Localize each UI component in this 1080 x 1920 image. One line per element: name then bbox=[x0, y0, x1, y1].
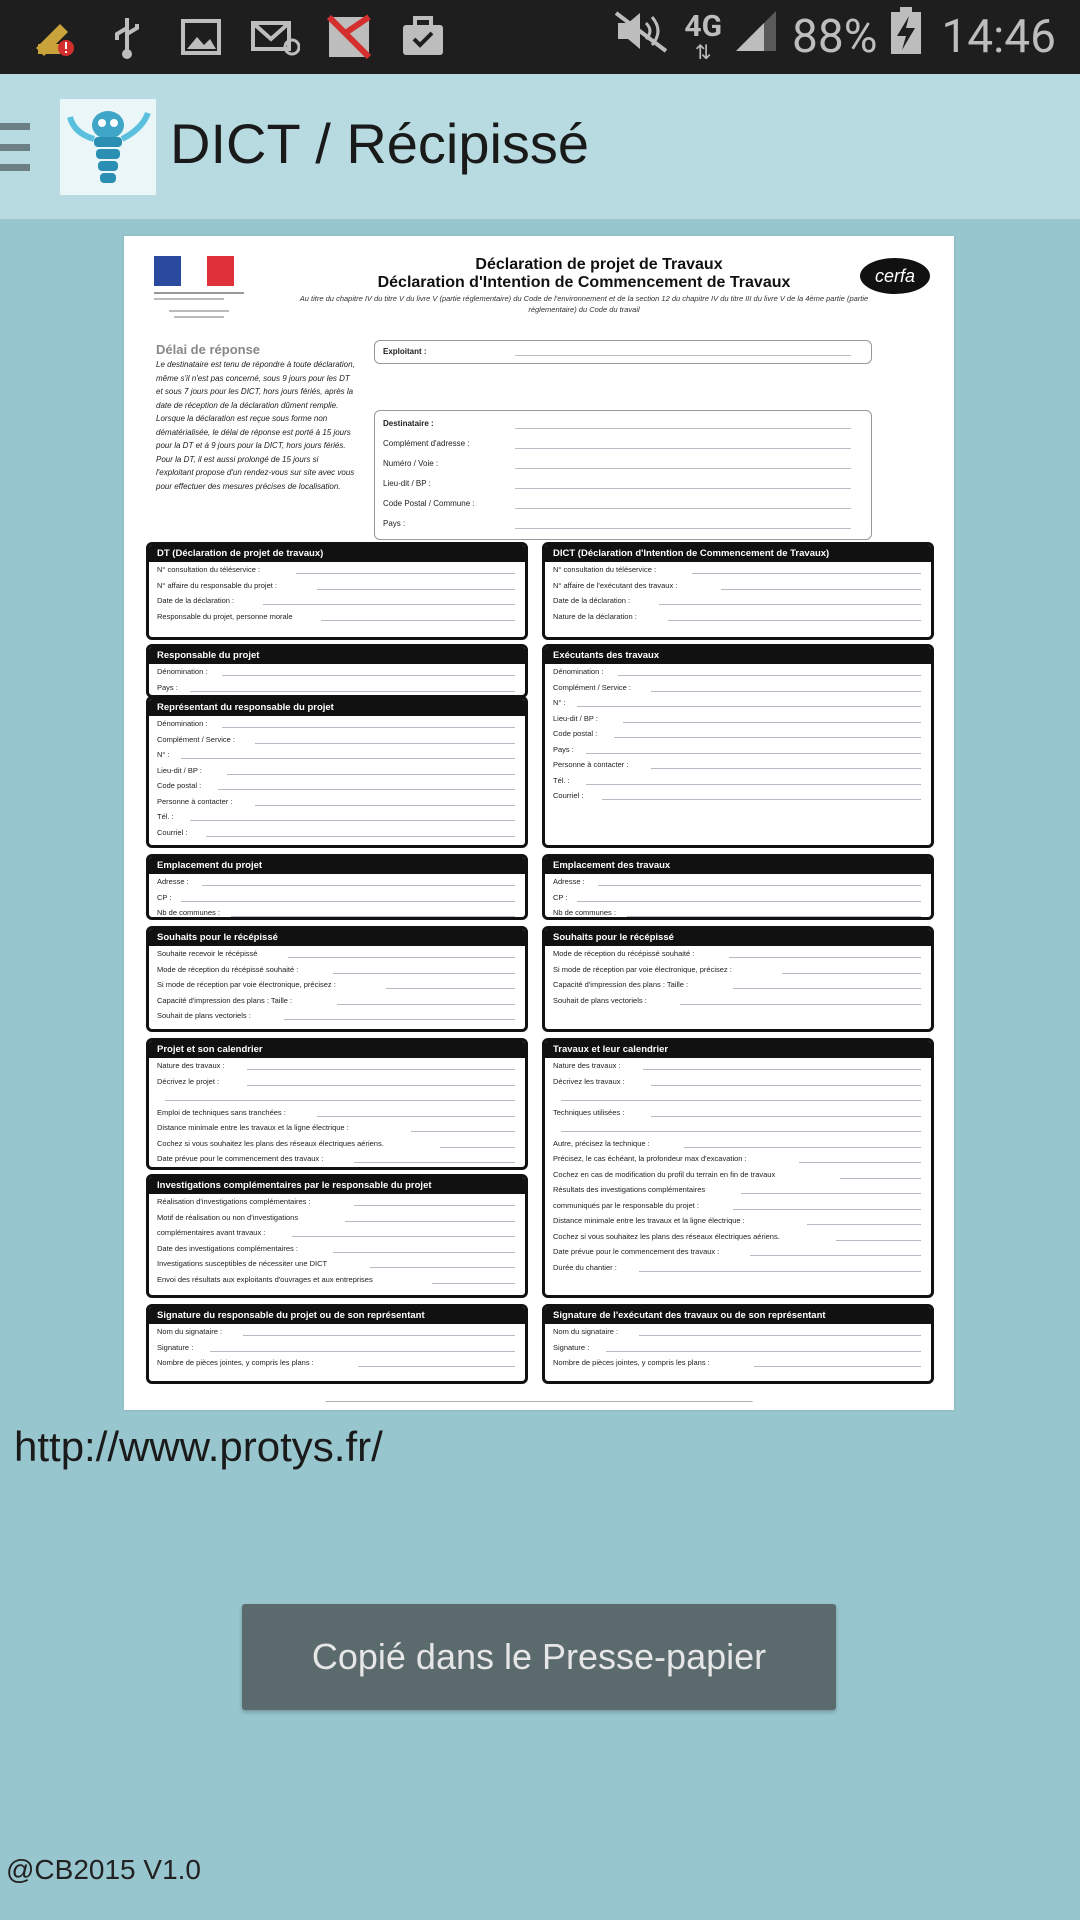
form-row-line bbox=[337, 1004, 515, 1005]
form-row-line bbox=[358, 1366, 515, 1367]
exploitant-label: Exploitant : bbox=[383, 347, 427, 356]
form-row-line bbox=[165, 1100, 515, 1101]
form-row-line bbox=[754, 1366, 921, 1367]
form-row bbox=[545, 1089, 931, 1105]
form-row-label: Distance minimale entre les travaux et la ligne électrique : bbox=[553, 1216, 745, 1225]
form-row-label: Nature des travaux : bbox=[553, 1061, 621, 1070]
exploitant-box bbox=[374, 340, 872, 364]
form-row-label: Adresse : bbox=[553, 877, 585, 886]
form-row bbox=[149, 1241, 525, 1257]
cerfa-logo: cerfa bbox=[860, 258, 930, 294]
section-emplacement-travaux bbox=[542, 854, 934, 920]
form-row-label: Cochez en cas de modification du profil du terrain en fin de travaux bbox=[553, 1169, 776, 1179]
form-row-label: Nature de la déclaration : bbox=[553, 611, 637, 621]
form-row bbox=[545, 1074, 931, 1090]
form-row bbox=[545, 711, 931, 727]
section-souhaits-right bbox=[542, 926, 934, 1032]
form-row-line bbox=[627, 916, 921, 917]
destinataire-field-line bbox=[515, 448, 851, 449]
app-bar bbox=[0, 74, 1080, 219]
form-row-label: Nom du signataire : bbox=[157, 1327, 223, 1336]
form-row bbox=[149, 1074, 525, 1090]
form-row-line bbox=[614, 737, 921, 738]
section-responsable bbox=[146, 644, 528, 698]
form-row-label: Date des investigations complémentaires : bbox=[157, 1243, 298, 1253]
form-row-label: Date prévue pour le commencement des travaux : bbox=[157, 1154, 324, 1163]
form-row bbox=[149, 716, 525, 732]
section-header: Représentant du responsable du projet bbox=[149, 699, 525, 716]
form-row-line bbox=[836, 1240, 921, 1241]
version-label: @CB2015 V1.0 bbox=[6, 1854, 201, 1885]
form-row bbox=[545, 1167, 931, 1183]
form-row bbox=[545, 726, 931, 742]
form-row-label: Signature : bbox=[157, 1342, 194, 1352]
app-icon bbox=[324, 14, 374, 60]
menu-icon[interactable] bbox=[0, 123, 30, 171]
form-row-label: Si mode de réception par voie électronique, précisez : bbox=[157, 980, 336, 989]
form-row-line bbox=[651, 691, 921, 692]
form-row-line bbox=[354, 1162, 515, 1163]
form-row-label: Lieu-dit / BP : bbox=[157, 765, 202, 775]
form-row bbox=[545, 593, 931, 609]
form-row-label: Capacité d'impression des plans : Taille : bbox=[553, 980, 689, 989]
destinataire-field-label: Pays : bbox=[383, 519, 406, 528]
form-row-label: Date de la déclaration : bbox=[553, 596, 631, 605]
section-header: Projet et son calendrier bbox=[149, 1041, 525, 1058]
form-row-label: CP : bbox=[553, 892, 568, 902]
form-row-line bbox=[733, 988, 921, 989]
form-row bbox=[149, 1194, 525, 1210]
form-row-label: Capacité d'impression des plans : Taille : bbox=[157, 995, 293, 1005]
data-arrows-icon: ⇅ bbox=[694, 40, 712, 64]
section-header: Travaux et leur calendrier bbox=[545, 1041, 931, 1058]
form-row-label: Code postal : bbox=[157, 781, 202, 790]
form-row-label: Souhait de plans vectoriels : bbox=[553, 995, 647, 1005]
section-dt bbox=[146, 542, 528, 640]
form-row-label: Motif de réalisation ou non d'investigations bbox=[157, 1212, 299, 1222]
destinataire-field-label: Complément d'adresse : bbox=[383, 439, 470, 448]
form-row-label: Autre, précisez la technique : bbox=[553, 1138, 650, 1148]
form-row bbox=[545, 609, 931, 625]
form-row-line bbox=[317, 1116, 515, 1117]
form-row-label: Dénomination : bbox=[157, 719, 208, 728]
form-row-line bbox=[411, 1131, 515, 1132]
section-signature-right bbox=[542, 1304, 934, 1384]
form-row-label: Responsable du projet, personne morale bbox=[157, 611, 293, 621]
network-type: 4G bbox=[684, 9, 723, 44]
form-row bbox=[149, 1151, 525, 1167]
form-row-label: Distance minimale entre les travaux et la ligne électrique : bbox=[157, 1123, 349, 1132]
form-row bbox=[545, 993, 931, 1009]
battery-charging-icon bbox=[889, 6, 923, 68]
form-row-line bbox=[618, 675, 921, 676]
form-row bbox=[149, 794, 525, 810]
destinataire-field-line bbox=[515, 428, 851, 429]
form-row-label: Pays : bbox=[553, 744, 574, 754]
section-header: Exécutants des travaux bbox=[545, 647, 931, 664]
ministry-label bbox=[154, 292, 244, 336]
form-row bbox=[545, 962, 931, 978]
form-row bbox=[149, 747, 525, 763]
form-row-line bbox=[222, 675, 515, 676]
form-row bbox=[545, 562, 931, 578]
destinataire-field-line bbox=[515, 488, 851, 489]
cleaner-icon bbox=[28, 14, 78, 60]
form-row bbox=[545, 1120, 931, 1136]
form-row-line bbox=[659, 604, 921, 605]
form-row-line bbox=[651, 1116, 921, 1117]
form-row-label: communiqués par le responsable du projet : bbox=[553, 1200, 699, 1210]
form-row-label: Lieu-dit / BP : bbox=[553, 713, 598, 723]
form-row-label: N° : bbox=[157, 750, 170, 759]
form-row-line bbox=[181, 901, 515, 902]
form-row-label: Dénomination : bbox=[157, 667, 208, 676]
form-row bbox=[545, 977, 931, 993]
form-row bbox=[149, 1272, 525, 1288]
form-row bbox=[149, 680, 525, 696]
form-row-line bbox=[345, 1221, 515, 1222]
form-row-line bbox=[333, 973, 515, 974]
form-row-line bbox=[202, 885, 515, 886]
form-row bbox=[545, 1105, 931, 1121]
destinataire-field-label: Destinataire : bbox=[383, 419, 434, 428]
form-row-label: Emploi de techniques sans tranchées : bbox=[157, 1107, 286, 1117]
section-header: Souhaits pour le récépissé bbox=[545, 929, 931, 946]
form-row bbox=[149, 1324, 525, 1340]
form-row-line bbox=[643, 1069, 921, 1070]
destinataire-field-line bbox=[515, 508, 851, 509]
form-row bbox=[149, 1136, 525, 1152]
section-header: Signature du responsable du projet ou de son représentant bbox=[149, 1307, 525, 1324]
form-row bbox=[149, 1225, 525, 1241]
form-row-label: Tél. : bbox=[157, 812, 174, 821]
form-row bbox=[545, 1340, 931, 1356]
form-row bbox=[545, 680, 931, 696]
form-row bbox=[149, 1008, 525, 1024]
form-row bbox=[149, 763, 525, 779]
form-row-label: Courriel : bbox=[553, 791, 584, 800]
destinataire-field-label: Numéro / Voie : bbox=[383, 459, 439, 468]
form-row bbox=[545, 905, 931, 920]
form-row bbox=[149, 778, 525, 794]
form-row-line bbox=[602, 799, 921, 800]
section-header: DT (Déclaration de projet de travaux) bbox=[149, 545, 525, 562]
form-row bbox=[149, 962, 525, 978]
form-row-line bbox=[729, 957, 921, 958]
app-title: DICT / Récipissé bbox=[170, 112, 590, 175]
image-icon bbox=[176, 14, 226, 60]
form-row-line bbox=[651, 768, 921, 769]
section-signature-left bbox=[146, 1304, 528, 1384]
form-row-line bbox=[577, 706, 921, 707]
website-url[interactable]: http://www.protys.fr/ bbox=[14, 1423, 383, 1470]
french-flag-logo bbox=[154, 256, 234, 286]
form-row-line bbox=[692, 573, 921, 574]
form-row-line bbox=[231, 916, 515, 917]
signal-icon bbox=[734, 9, 780, 65]
form-row-line bbox=[639, 1335, 921, 1336]
form-row-line bbox=[733, 1209, 921, 1210]
form-row-line bbox=[296, 573, 515, 574]
section-souhaits-left bbox=[146, 926, 528, 1032]
form-row-line bbox=[586, 784, 921, 785]
form-row-label: Cochez si vous souhaitez les plans des réseaux électriques aériens. bbox=[553, 1231, 780, 1241]
form-row bbox=[149, 609, 525, 625]
form-row-label: Nb de communes : bbox=[157, 908, 220, 917]
form-row-line bbox=[354, 1205, 515, 1206]
form-row-label: Résultats des investigations complémentaires bbox=[553, 1185, 706, 1194]
form-image[interactable] bbox=[124, 236, 954, 1410]
form-row-line bbox=[218, 789, 515, 790]
form-row-line bbox=[639, 1271, 921, 1272]
form-row bbox=[149, 593, 525, 609]
form-row-label: Décrivez le projet : bbox=[157, 1076, 220, 1086]
form-row-label: N° consultation du téléservice : bbox=[157, 565, 261, 574]
form-row-label: Souhait de plans vectoriels : bbox=[157, 1011, 251, 1020]
form-row bbox=[149, 993, 525, 1009]
form-row-label: Complément / Service : bbox=[157, 734, 235, 744]
doc-footer-note: ________________________________________________________________________________________________________________________________ bbox=[325, 1396, 753, 1402]
form-row bbox=[545, 664, 931, 680]
section-executants bbox=[542, 644, 934, 848]
form-row-line bbox=[561, 1131, 921, 1132]
form-row-line bbox=[386, 988, 515, 989]
form-row-line bbox=[292, 1236, 515, 1237]
form-row-label: Tél. : bbox=[553, 775, 570, 785]
form-row-line bbox=[440, 1147, 515, 1148]
email-icon bbox=[250, 14, 300, 60]
mute-icon bbox=[612, 9, 672, 65]
form-row-line bbox=[680, 1004, 921, 1005]
form-row-line bbox=[668, 620, 921, 621]
section-header: Emplacement des travaux bbox=[545, 857, 931, 874]
form-row-label: N° affaire du responsable du projet : bbox=[157, 580, 278, 590]
section-dict bbox=[542, 542, 934, 640]
form-row-label: Si mode de réception par voie électronique, précisez : bbox=[553, 964, 732, 974]
form-row-line bbox=[210, 1351, 515, 1352]
form-row-line bbox=[651, 1085, 921, 1086]
form-row bbox=[149, 946, 525, 962]
destinataire-field-label: Code Postal / Commune : bbox=[383, 499, 475, 508]
form-row-label: N° consultation du téléservice : bbox=[553, 565, 657, 574]
form-row-line bbox=[255, 805, 515, 806]
form-row bbox=[545, 1058, 931, 1074]
form-row bbox=[149, 825, 525, 841]
form-row bbox=[149, 1340, 525, 1356]
form-row bbox=[149, 809, 525, 825]
destinataire-field-label: Lieu-dit / BP : bbox=[383, 479, 431, 488]
form-row bbox=[545, 695, 931, 711]
form-row-line bbox=[807, 1224, 921, 1225]
destinataire-box bbox=[374, 410, 872, 540]
form-row-line bbox=[181, 758, 515, 759]
form-row bbox=[545, 578, 931, 594]
form-row bbox=[545, 1244, 931, 1260]
form-row-line bbox=[432, 1283, 516, 1284]
form-row-label: Dénomination : bbox=[553, 667, 604, 676]
form-row bbox=[545, 1355, 931, 1371]
form-row bbox=[545, 1324, 931, 1340]
delai-heading: Délai de réponse bbox=[156, 342, 261, 357]
form-row-label: Réalisation d'investigations complémentaires : bbox=[157, 1197, 311, 1206]
form-row-label: complémentaires avant travaux : bbox=[157, 1228, 266, 1237]
form-row-line bbox=[741, 1193, 921, 1194]
form-row-line bbox=[684, 1147, 921, 1148]
network-indicator bbox=[684, 9, 723, 64]
form-row-line bbox=[247, 1085, 515, 1086]
form-row-label: Cochez si vous souhaitez les plans des réseaux électriques aériens. bbox=[157, 1138, 384, 1148]
form-row-label: Date prévue pour le commencement des travaux : bbox=[553, 1247, 720, 1256]
briefcase-icon bbox=[398, 14, 448, 60]
section-emplacement-projet bbox=[146, 854, 528, 920]
form-row bbox=[149, 1210, 525, 1226]
form-row bbox=[545, 874, 931, 890]
form-row-label: Personne à contacter : bbox=[553, 760, 629, 769]
section-header: Signature de l'exécutant des travaux ou de son représentant bbox=[545, 1307, 931, 1324]
form-row bbox=[149, 977, 525, 993]
form-row-line bbox=[586, 753, 921, 754]
form-row-line bbox=[370, 1267, 515, 1268]
toast-message: Copié dans le Presse-papier bbox=[242, 1604, 836, 1710]
form-row-line bbox=[721, 589, 921, 590]
form-row-line bbox=[247, 1069, 515, 1070]
form-row bbox=[149, 562, 525, 578]
form-row bbox=[545, 1229, 931, 1245]
section-investigations bbox=[146, 1174, 528, 1298]
usb-icon bbox=[102, 14, 152, 60]
form-row-line bbox=[598, 885, 921, 886]
form-row bbox=[545, 1136, 931, 1152]
destinataire-field-line bbox=[515, 468, 851, 469]
form-row bbox=[149, 890, 525, 906]
form-row-line bbox=[206, 836, 515, 837]
form-row bbox=[545, 890, 931, 906]
form-row-label: Nom du signataire : bbox=[553, 1327, 619, 1336]
form-row bbox=[545, 788, 931, 804]
form-row bbox=[545, 1182, 931, 1198]
doc-title-1: Déclaration de projet de Travaux bbox=[475, 256, 723, 273]
form-row-line bbox=[799, 1162, 921, 1163]
form-row bbox=[149, 1256, 525, 1272]
form-row-label: Code postal : bbox=[553, 729, 598, 738]
form-row bbox=[545, 1213, 931, 1229]
form-row-line bbox=[263, 604, 515, 605]
battery-percent: 88% bbox=[792, 10, 878, 64]
section-header: Responsable du projet bbox=[149, 647, 525, 664]
form-row-line bbox=[190, 820, 515, 821]
form-row bbox=[149, 664, 525, 680]
form-row-label: Adresse : bbox=[157, 877, 189, 886]
form-row-label: N° : bbox=[553, 698, 566, 707]
section-header: Investigations complémentaires par le responsable du projet bbox=[149, 1177, 525, 1194]
form-row-label: Pays : bbox=[157, 682, 178, 692]
form-row bbox=[545, 1198, 931, 1214]
form-row-label: Complément / Service : bbox=[553, 682, 631, 692]
form-row-label: Mode de réception du récépissé souhaité : bbox=[553, 949, 695, 958]
form-row-line bbox=[561, 1100, 921, 1101]
form-row-label: Date de la déclaration : bbox=[157, 596, 235, 605]
form-row-line bbox=[840, 1178, 921, 1179]
form-row bbox=[545, 946, 931, 962]
form-row-label: Signature : bbox=[553, 1342, 590, 1352]
form-row-label: Personne à contacter : bbox=[157, 796, 233, 806]
form-row-label: CP : bbox=[157, 892, 172, 902]
destinataire-field-line bbox=[515, 528, 851, 529]
form-row-line bbox=[190, 691, 515, 692]
status-bar bbox=[0, 0, 1080, 74]
form-row-line bbox=[623, 722, 922, 723]
section-header: DICT (Déclaration d'Intention de Commencement de Travaux) bbox=[545, 545, 931, 562]
form-row-label: Souhaite recevoir le récépissé bbox=[157, 949, 258, 958]
form-row-line bbox=[321, 620, 515, 621]
form-row bbox=[545, 742, 931, 758]
section-travaux-calendrier bbox=[542, 1038, 934, 1298]
form-row-label: Décrivez les travaux : bbox=[553, 1076, 625, 1086]
form-row bbox=[545, 1260, 931, 1276]
doc-title-2: Déclaration d'Intention de Commencement de Travaux bbox=[377, 274, 791, 291]
form-row-label: Mode de réception du récépissé souhaité : bbox=[157, 964, 299, 974]
form-row-label: Techniques utilisées : bbox=[553, 1107, 625, 1117]
form-row bbox=[545, 757, 931, 773]
form-row bbox=[149, 1089, 525, 1105]
form-row bbox=[149, 1120, 525, 1136]
form-row-line bbox=[288, 957, 515, 958]
form-row bbox=[545, 1151, 931, 1167]
form-row-label: Nb de communes : bbox=[553, 908, 616, 917]
section-projet-calendrier bbox=[146, 1038, 528, 1170]
form-row bbox=[149, 905, 525, 920]
form-row-label: N° affaire de l'exécutant des travaux : bbox=[553, 580, 678, 590]
section-representant bbox=[146, 696, 528, 848]
section-header: Souhaits pour le récépissé bbox=[149, 929, 525, 946]
form-row-line bbox=[317, 589, 515, 590]
form-row bbox=[545, 773, 931, 789]
form-row-label: Envoi des résultats aux exploitants d'ouvrages et aux entreprises bbox=[157, 1274, 373, 1284]
form-row bbox=[149, 874, 525, 890]
form-row-label: Précisez, le cas échéant, la profondeur max d'excavation : bbox=[553, 1154, 747, 1163]
form-row-line bbox=[227, 774, 516, 775]
clock: 14:46 bbox=[941, 10, 1056, 64]
form-row-label: Nombre de pièces jointes, y compris les plans : bbox=[157, 1358, 314, 1367]
form-row-line bbox=[255, 743, 515, 744]
app-logo[interactable] bbox=[60, 99, 156, 195]
section-header: Emplacement du projet bbox=[149, 857, 525, 874]
form-row bbox=[149, 578, 525, 594]
delai-text: Le destinataire est tenu de répondre à toute déclaration, même s'il n'est pas concerné, sous 9 jours pour les DT et sous 7 jours pour les DICT, hors jours fériés, après la date de réception de la déclaration dûment remplie. Lorsque la déclaration est reçue sous forme non dématérialisée, le délai de réponse est porté à 15 jours pour la DT et à 9 jours pour la DICT, hors jours fériés. Pour la DT, il est aussi prolongé de 15 jours si l'exploitant propose d'un rendez-vous sur site avec vous pour effectuer des mesures précises de localisation. bbox=[156, 360, 355, 491]
form-row-line bbox=[577, 901, 921, 902]
form-row-line bbox=[782, 973, 921, 974]
form-row-label: Investigations susceptibles de nécessiter une DICT bbox=[157, 1259, 328, 1268]
form-row-label: Courriel : bbox=[157, 827, 188, 837]
form-row-line bbox=[222, 727, 515, 728]
form-row bbox=[149, 1058, 525, 1074]
form-row-line bbox=[606, 1351, 921, 1352]
form-row-label: Nature des travaux : bbox=[157, 1061, 225, 1070]
doc-subtitle: Au titre du chapitre IV du titre V du livre V (partie réglementaire) du Code de l'environnement et de la section 12 du chapitre IV du titre III du livre V de la 4ème partie (partie réglementaire) du Code du travail bbox=[299, 294, 869, 314]
form-row-line bbox=[333, 1252, 515, 1253]
form-row-label: Durée du chantier : bbox=[553, 1262, 617, 1272]
form-row bbox=[149, 1355, 525, 1371]
form-row-line bbox=[243, 1335, 515, 1336]
form-row-line bbox=[284, 1019, 515, 1020]
form-row-line bbox=[750, 1255, 921, 1256]
form-row bbox=[149, 732, 525, 748]
form-row-label: Nombre de pièces jointes, y compris les plans : bbox=[553, 1358, 710, 1367]
form-row bbox=[149, 1105, 525, 1121]
